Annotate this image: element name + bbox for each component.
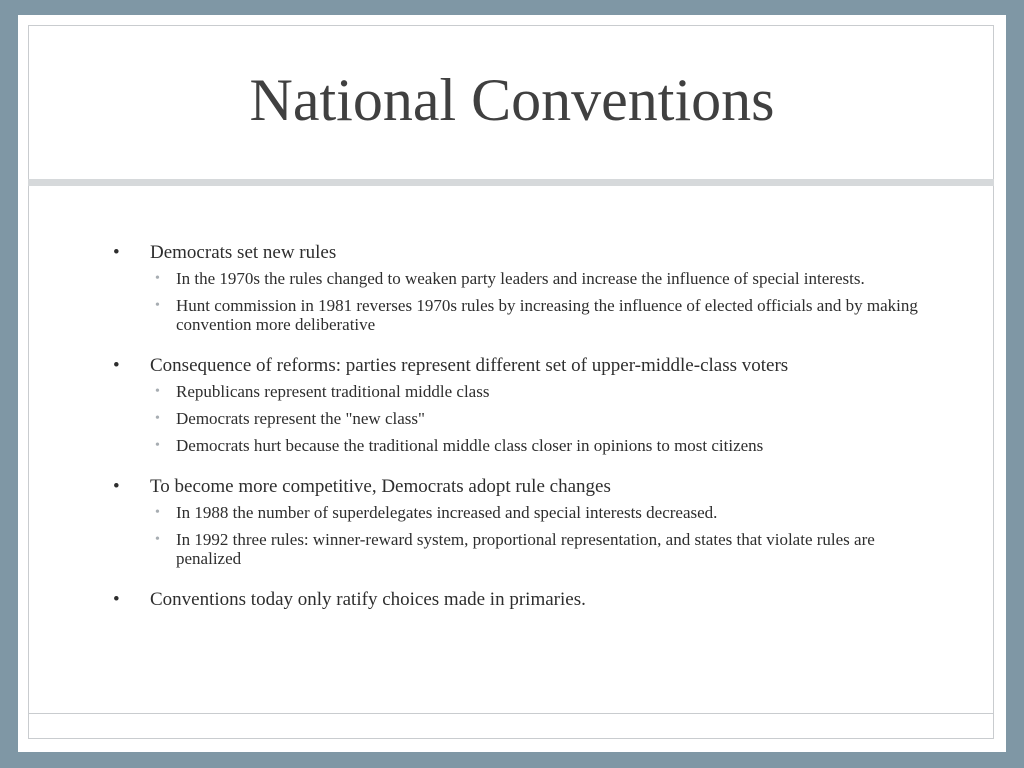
footer-divider (28, 713, 994, 714)
bullet-item (110, 354, 920, 455)
slide-title: National Conventions (249, 67, 775, 133)
sub-bullet-list (150, 382, 920, 455)
bullet-text: Consequence of reforms: parties represent different set of upper-middle-class voters (150, 355, 789, 376)
bullet-icon: • (113, 355, 120, 376)
sub-bullet-icon: • (155, 384, 160, 399)
sub-bullet-list (150, 269, 920, 334)
sub-bullet-icon: • (155, 438, 160, 453)
sub-bullet-text: Republicans represent traditional middle class (176, 382, 490, 401)
slide (18, 15, 1006, 752)
sub-bullet-text: Democrats represent the "new class" (176, 409, 425, 428)
bullet-icon: • (113, 476, 120, 497)
sub-bullet-icon: • (155, 411, 160, 426)
sub-bullet-list (150, 503, 920, 568)
bullet-item (110, 475, 920, 568)
bullet-text: To become more competitive, Democrats adopt rule changes (150, 476, 611, 497)
sub-bullet-item (150, 530, 920, 568)
sub-bullet-text: In the 1970s the rules changed to weaken party leaders and increase the influence of special interests. (176, 269, 865, 288)
sub-bullet-icon: • (155, 505, 160, 520)
bullet-item (110, 588, 920, 612)
bullet-icon: • (113, 242, 120, 263)
title-divider (28, 179, 994, 186)
bullet-icon: • (113, 589, 120, 610)
sub-bullet-text: Democrats hurt because the traditional middle class closer in opinions to most citizens (176, 436, 764, 455)
sub-bullet-item (150, 409, 920, 428)
bullet-list (110, 241, 920, 612)
sub-bullet-item (150, 436, 920, 455)
sub-bullet-item (150, 296, 920, 334)
bullet-item (110, 241, 920, 334)
sub-bullet-text: In 1988 the number of superdelegates increased and special interests decreased. (176, 503, 718, 522)
sub-bullet-item (150, 269, 920, 288)
sub-bullet-icon: • (155, 532, 160, 547)
bullet-text: Conventions today only ratify choices made in primaries. (150, 589, 586, 610)
sub-bullet-icon: • (155, 298, 160, 313)
bullet-text: Democrats set new rules (150, 242, 337, 263)
sub-bullet-text: Hunt commission in 1981 reverses 1970s rules by increasing the influence of elected officials and by making convention more deliberative (176, 296, 918, 334)
sub-bullet-item (150, 503, 920, 522)
sub-bullet-text: In 1992 three rules: winner-reward system, proportional representation, and states that violate rules are penalized (176, 530, 875, 568)
sub-bullet-item (150, 382, 920, 401)
sub-bullet-icon: • (155, 271, 160, 286)
